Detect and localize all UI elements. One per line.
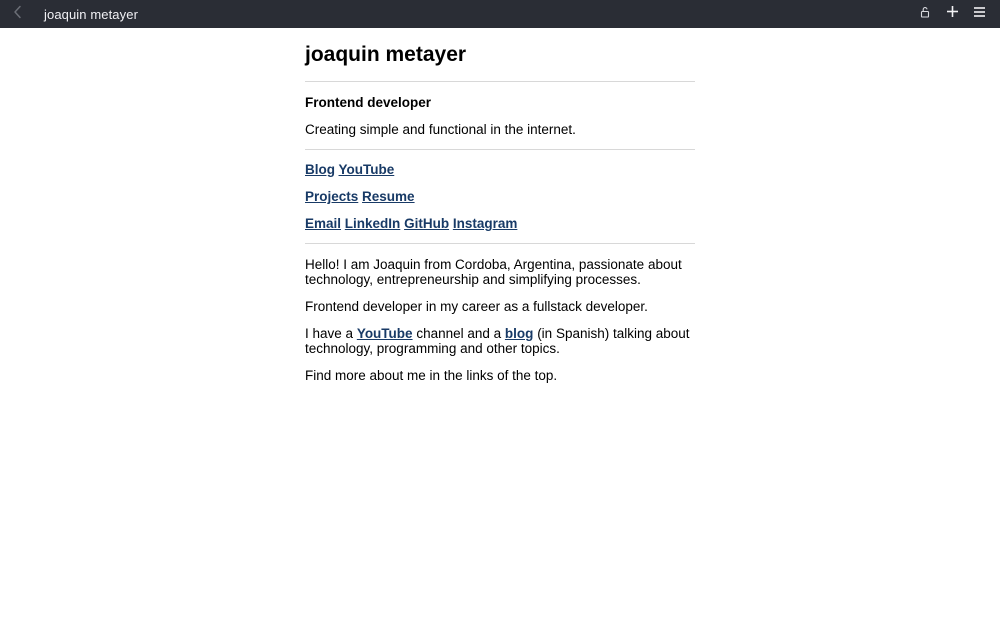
lock-button[interactable]: [916, 5, 934, 23]
page-content: [305, 28, 695, 383]
menu-button[interactable]: [970, 5, 988, 23]
about-text: I have a: [305, 326, 354, 341]
youtube-link[interactable]: YouTube: [338, 162, 395, 177]
divider: [305, 149, 695, 150]
page-title: joaquin metayer: [305, 43, 467, 66]
about-paragraph: Find more about me in the links of the top.: [305, 368, 558, 383]
blog-link[interactable]: Blog: [305, 162, 335, 177]
tagline: Creating simple and functional in the internet.: [305, 122, 576, 137]
about-text: (in Spanish) talking about technology, programming and other topics.: [305, 326, 690, 356]
new-tab-button[interactable]: [943, 5, 961, 23]
divider: [305, 243, 695, 244]
github-link[interactable]: GitHub: [404, 216, 450, 231]
instagram-link[interactable]: Instagram: [452, 216, 518, 231]
window-title: joaquin metayer: [44, 7, 138, 22]
projects-link[interactable]: Projects: [305, 189, 359, 204]
about-text: channel and a: [416, 326, 502, 341]
about-paragraph: Hello! I am Joaquin from Cordoba, Argentina, passionate about technology, entrepreneurship and simplifying processes.: [305, 257, 682, 287]
links-row-content: [305, 162, 695, 178]
menu-icon: [973, 5, 986, 23]
blog-inline-link[interactable]: blog: [504, 326, 534, 341]
links-row-social: [305, 216, 695, 232]
plus-icon: [946, 5, 959, 23]
titlebar-actions: [907, 5, 988, 23]
links-row-work: [305, 189, 695, 205]
linkedin-link[interactable]: LinkedIn: [344, 216, 401, 231]
about-paragraph: [305, 326, 695, 356]
divider: [305, 81, 695, 82]
resume-link[interactable]: Resume: [362, 189, 415, 204]
lock-icon: [919, 5, 931, 23]
role-heading: Frontend developer: [305, 95, 432, 110]
youtube-inline-link[interactable]: YouTube: [356, 326, 413, 341]
email-link[interactable]: Email: [305, 216, 342, 231]
back-button[interactable]: [9, 5, 27, 23]
about-paragraph: Frontend developer in my career as a fullstack developer.: [305, 299, 648, 314]
chevron-left-icon: [13, 5, 23, 24]
window-titlebar: [0, 0, 1000, 28]
